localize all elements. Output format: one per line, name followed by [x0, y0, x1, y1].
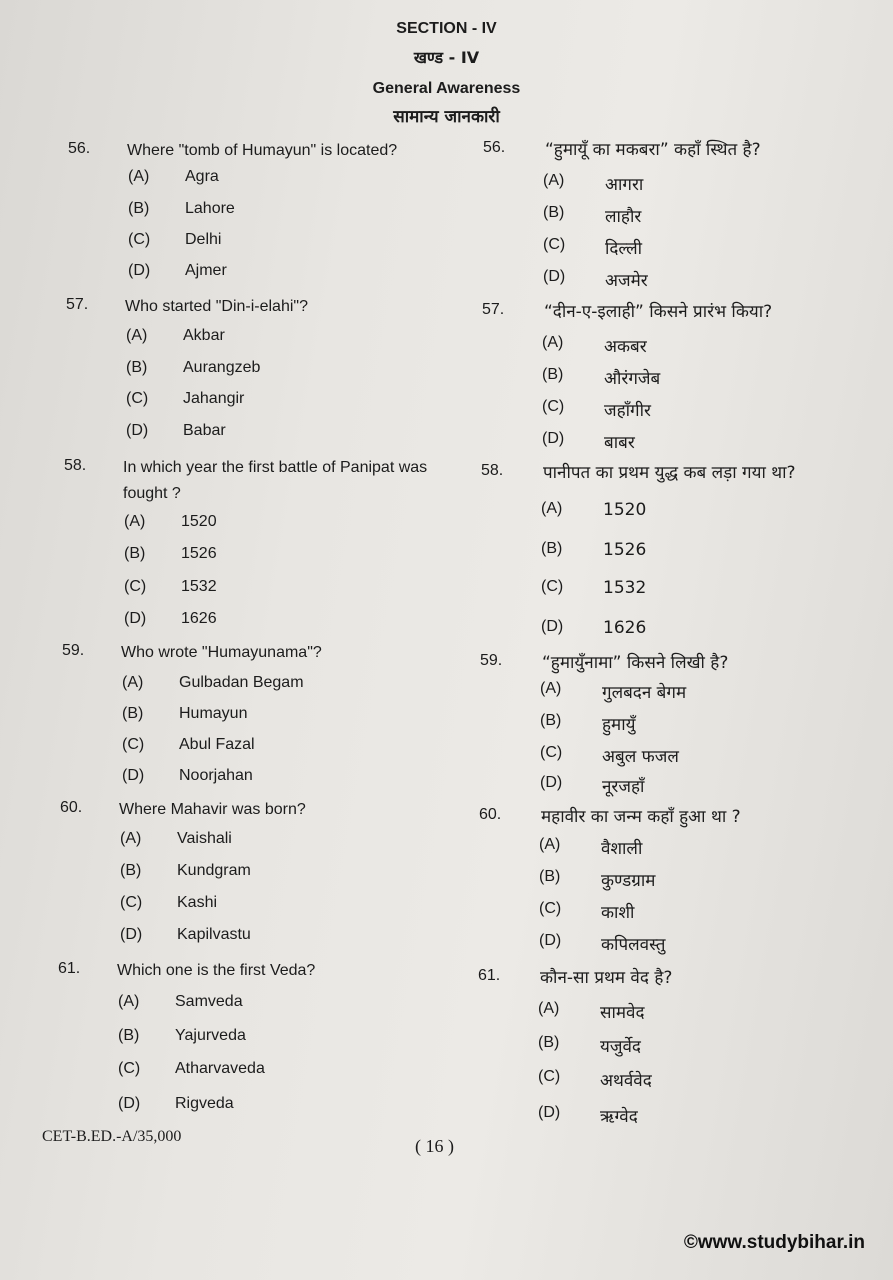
- answer-option: [538, 1000, 818, 1026]
- answer-option: [541, 500, 821, 526]
- option-letter: (B): [541, 540, 563, 557]
- option-letter: (B): [122, 705, 144, 722]
- question-number: 59.: [480, 652, 503, 669]
- option-text: बाबर: [604, 433, 635, 453]
- option-text: Delhi: [185, 231, 222, 248]
- option-letter: (A): [541, 500, 563, 517]
- question-text: Who wrote "Humayunama"?: [121, 644, 322, 661]
- question-number: 61.: [58, 960, 81, 977]
- answer-option: [122, 736, 402, 762]
- page-number: ( 16 ): [415, 1136, 454, 1156]
- answer-option: [543, 268, 823, 294]
- subject-title-hindi: सामान्य जानकारी: [393, 107, 500, 127]
- answer-option: [126, 422, 406, 448]
- answer-option: [540, 774, 820, 800]
- option-text: 1526: [603, 540, 647, 560]
- question-text: महावीर का जन्म कहाँ हुआ था ?: [541, 807, 741, 827]
- option-text: Aurangzeb: [183, 359, 261, 376]
- option-text: कपिलवस्तु: [601, 935, 666, 955]
- option-text: नूरजहाँ: [602, 777, 645, 797]
- answer-option: [124, 610, 404, 636]
- option-text: Atharvaveda: [175, 1060, 265, 1077]
- answer-option: [122, 674, 402, 700]
- answer-option: [538, 1104, 818, 1130]
- option-letter: (A): [538, 1000, 560, 1017]
- answer-option: [122, 705, 402, 731]
- option-letter: (B): [539, 868, 561, 885]
- option-letter: (D): [543, 268, 566, 285]
- answer-option: [122, 767, 402, 793]
- option-text: ऋग्वेद: [600, 1107, 638, 1127]
- option-text: Samveda: [175, 993, 243, 1010]
- answer-option: [126, 390, 406, 416]
- answer-option: [120, 862, 400, 888]
- answer-option: [124, 513, 404, 539]
- watermark: ©www.studybihar.in: [683, 1232, 865, 1253]
- option-text: Agra: [185, 168, 219, 185]
- answer-option: [118, 1060, 398, 1086]
- option-letter: (B): [126, 359, 148, 376]
- option-text: Kundgram: [177, 862, 251, 879]
- question-text: “हुमायूँ का मकबरा” कहाँ स्थित है?: [545, 140, 761, 160]
- option-letter: (B): [538, 1034, 560, 1051]
- answer-option: [128, 262, 408, 288]
- answer-option: [118, 1027, 398, 1053]
- answer-option: [538, 1068, 818, 1094]
- option-text: Jahangir: [183, 390, 245, 407]
- option-letter: (D): [541, 618, 564, 635]
- option-text: काशी: [601, 903, 635, 923]
- question-number: 61.: [478, 967, 501, 984]
- option-text: 1532: [603, 578, 647, 598]
- option-letter: (A): [120, 830, 142, 847]
- answer-option: [543, 172, 823, 198]
- answer-option: [120, 926, 400, 952]
- option-text: 1520: [181, 513, 217, 530]
- section-heading-hindi: खण्ड - IV: [413, 48, 480, 67]
- section-heading: SECTION - IV: [396, 20, 497, 37]
- option-text: Kashi: [177, 894, 218, 911]
- option-letter: (D): [122, 767, 145, 784]
- answer-option: [539, 900, 819, 926]
- answer-option: [541, 578, 821, 604]
- question-number: 59.: [62, 642, 85, 659]
- answer-option: [118, 993, 398, 1019]
- paper-code: CET-B.ED.-A/35,000: [42, 1128, 182, 1145]
- option-letter: (C): [539, 900, 562, 917]
- question-text: पानीपत का प्रथम युद्ध कब लड़ा गया था?: [543, 463, 796, 483]
- option-letter: (A): [122, 674, 144, 691]
- option-text: आगरा: [605, 175, 644, 195]
- option-letter: (A): [539, 836, 561, 853]
- question-text: “दीन-ए-इलाही” किसने प्रारंभ किया?: [544, 302, 773, 322]
- option-letter: (D): [126, 422, 149, 439]
- answer-option: [542, 366, 822, 392]
- option-text: 1626: [181, 610, 217, 627]
- option-text: Ajmer: [185, 262, 227, 279]
- answer-option: [124, 545, 404, 571]
- option-text: औरंगजेब: [604, 369, 661, 389]
- question-number: 60.: [479, 806, 502, 823]
- option-letter: (C): [120, 894, 143, 911]
- answer-option: [543, 204, 823, 230]
- option-text: अकबर: [604, 337, 647, 357]
- subject-title: General Awareness: [372, 80, 521, 97]
- answer-option: [540, 712, 820, 738]
- option-letter: (C): [540, 744, 563, 761]
- option-letter: (B): [124, 545, 146, 562]
- option-letter: (D): [538, 1104, 561, 1121]
- option-letter: (C): [538, 1068, 561, 1085]
- answer-option: [541, 618, 821, 644]
- option-text: Abul Fazal: [179, 736, 255, 753]
- question-text: Who started "Din-i-elahi"?: [125, 298, 308, 315]
- option-letter: (C): [542, 398, 565, 415]
- option-letter: (A): [124, 513, 146, 530]
- option-text: दिल्ली: [605, 239, 643, 259]
- question-number: 56.: [483, 139, 506, 156]
- option-letter: (D): [118, 1095, 141, 1112]
- option-text: 1532: [181, 578, 217, 595]
- option-text: Kapilvastu: [177, 926, 251, 943]
- option-text: यजुर्वेद: [600, 1037, 641, 1057]
- answer-option: [120, 894, 400, 920]
- option-letter: (D): [539, 932, 562, 949]
- option-letter: (C): [543, 236, 566, 253]
- option-letter: (A): [543, 172, 565, 189]
- question-text: In which year the first battle of Panipat was fought ?: [123, 459, 428, 502]
- question-number: 60.: [60, 799, 83, 816]
- question-number: 56.: [68, 140, 91, 157]
- option-text: अबुल फजल: [602, 747, 679, 767]
- question-text: Where Mahavir was born?: [119, 801, 306, 818]
- answer-option: [542, 398, 822, 424]
- option-letter: (C): [124, 578, 147, 595]
- option-text: Rigveda: [175, 1095, 234, 1112]
- option-letter: (C): [118, 1060, 141, 1077]
- option-text: Akbar: [183, 327, 225, 344]
- question-number: 57.: [482, 301, 505, 318]
- option-letter: (C): [122, 736, 145, 753]
- option-text: सामवेद: [600, 1003, 645, 1023]
- option-letter: (B): [118, 1027, 140, 1044]
- hindi-column: [455, 0, 893, 1280]
- option-letter: (D): [120, 926, 143, 943]
- option-text: Vaishali: [177, 830, 232, 847]
- option-letter: (B): [120, 862, 142, 879]
- option-letter: (A): [542, 334, 564, 351]
- option-letter: (B): [542, 366, 564, 383]
- option-letter: (A): [128, 168, 150, 185]
- option-letter: (A): [118, 993, 140, 1010]
- answer-option: [539, 836, 819, 862]
- answer-option: [128, 168, 408, 194]
- option-text: Gulbadan Begam: [179, 674, 304, 691]
- option-letter: (D): [124, 610, 147, 627]
- answer-option: [128, 200, 408, 226]
- answer-option: [126, 327, 406, 353]
- answer-option: [120, 830, 400, 856]
- option-text: Babar: [183, 422, 226, 439]
- option-letter: (D): [128, 262, 151, 279]
- option-letter: (B): [540, 712, 562, 729]
- option-text: कुण्डग्राम: [601, 871, 656, 891]
- option-letter: (D): [542, 430, 565, 447]
- option-text: अजमेर: [605, 271, 648, 291]
- answer-option: [541, 540, 821, 566]
- question-text: Where "tomb of Humayun" is located?: [127, 142, 398, 159]
- question-number: 58.: [64, 457, 87, 474]
- answer-option: [118, 1095, 398, 1121]
- option-letter: (A): [540, 680, 562, 697]
- question-number: 57.: [66, 296, 89, 313]
- option-letter: (A): [126, 327, 148, 344]
- answer-option: [124, 578, 404, 604]
- answer-option: [539, 868, 819, 894]
- option-text: Yajurveda: [175, 1027, 246, 1044]
- answer-option: [539, 932, 819, 958]
- option-text: वैशाली: [601, 839, 643, 859]
- answer-option: [128, 231, 408, 257]
- option-text: हुमायुँ: [602, 715, 636, 735]
- question-text: कौन-सा प्रथम वेद है?: [540, 968, 673, 988]
- option-text: गुलबदन बेगम: [602, 683, 687, 703]
- option-letter: (D): [540, 774, 563, 791]
- answer-option: [126, 359, 406, 385]
- question-text: “हुमायुँनामा” किसने लिखी है?: [542, 653, 729, 673]
- option-letter: (B): [543, 204, 565, 221]
- question-text: Which one is the first Veda?: [117, 962, 316, 979]
- answer-option: [538, 1034, 818, 1060]
- answer-option: [542, 430, 822, 456]
- option-letter: (C): [128, 231, 151, 248]
- option-text: Noorjahan: [179, 767, 253, 784]
- option-text: 1526: [181, 545, 217, 562]
- question-number: 58.: [481, 462, 504, 479]
- option-letter: (C): [541, 578, 564, 595]
- answer-option: [540, 744, 820, 770]
- option-letter: (B): [128, 200, 150, 217]
- option-text: 1520: [603, 500, 647, 520]
- option-text: जहाँगीर: [604, 401, 651, 421]
- option-text: Humayun: [179, 705, 248, 722]
- option-letter: (C): [126, 390, 149, 407]
- answer-option: [543, 236, 823, 262]
- option-text: 1626: [603, 618, 647, 638]
- option-text: अथर्ववेद: [600, 1071, 652, 1091]
- option-text: Lahore: [185, 200, 235, 217]
- answer-option: [540, 680, 820, 706]
- answer-option: [542, 334, 822, 360]
- option-text: लाहौर: [605, 207, 642, 227]
